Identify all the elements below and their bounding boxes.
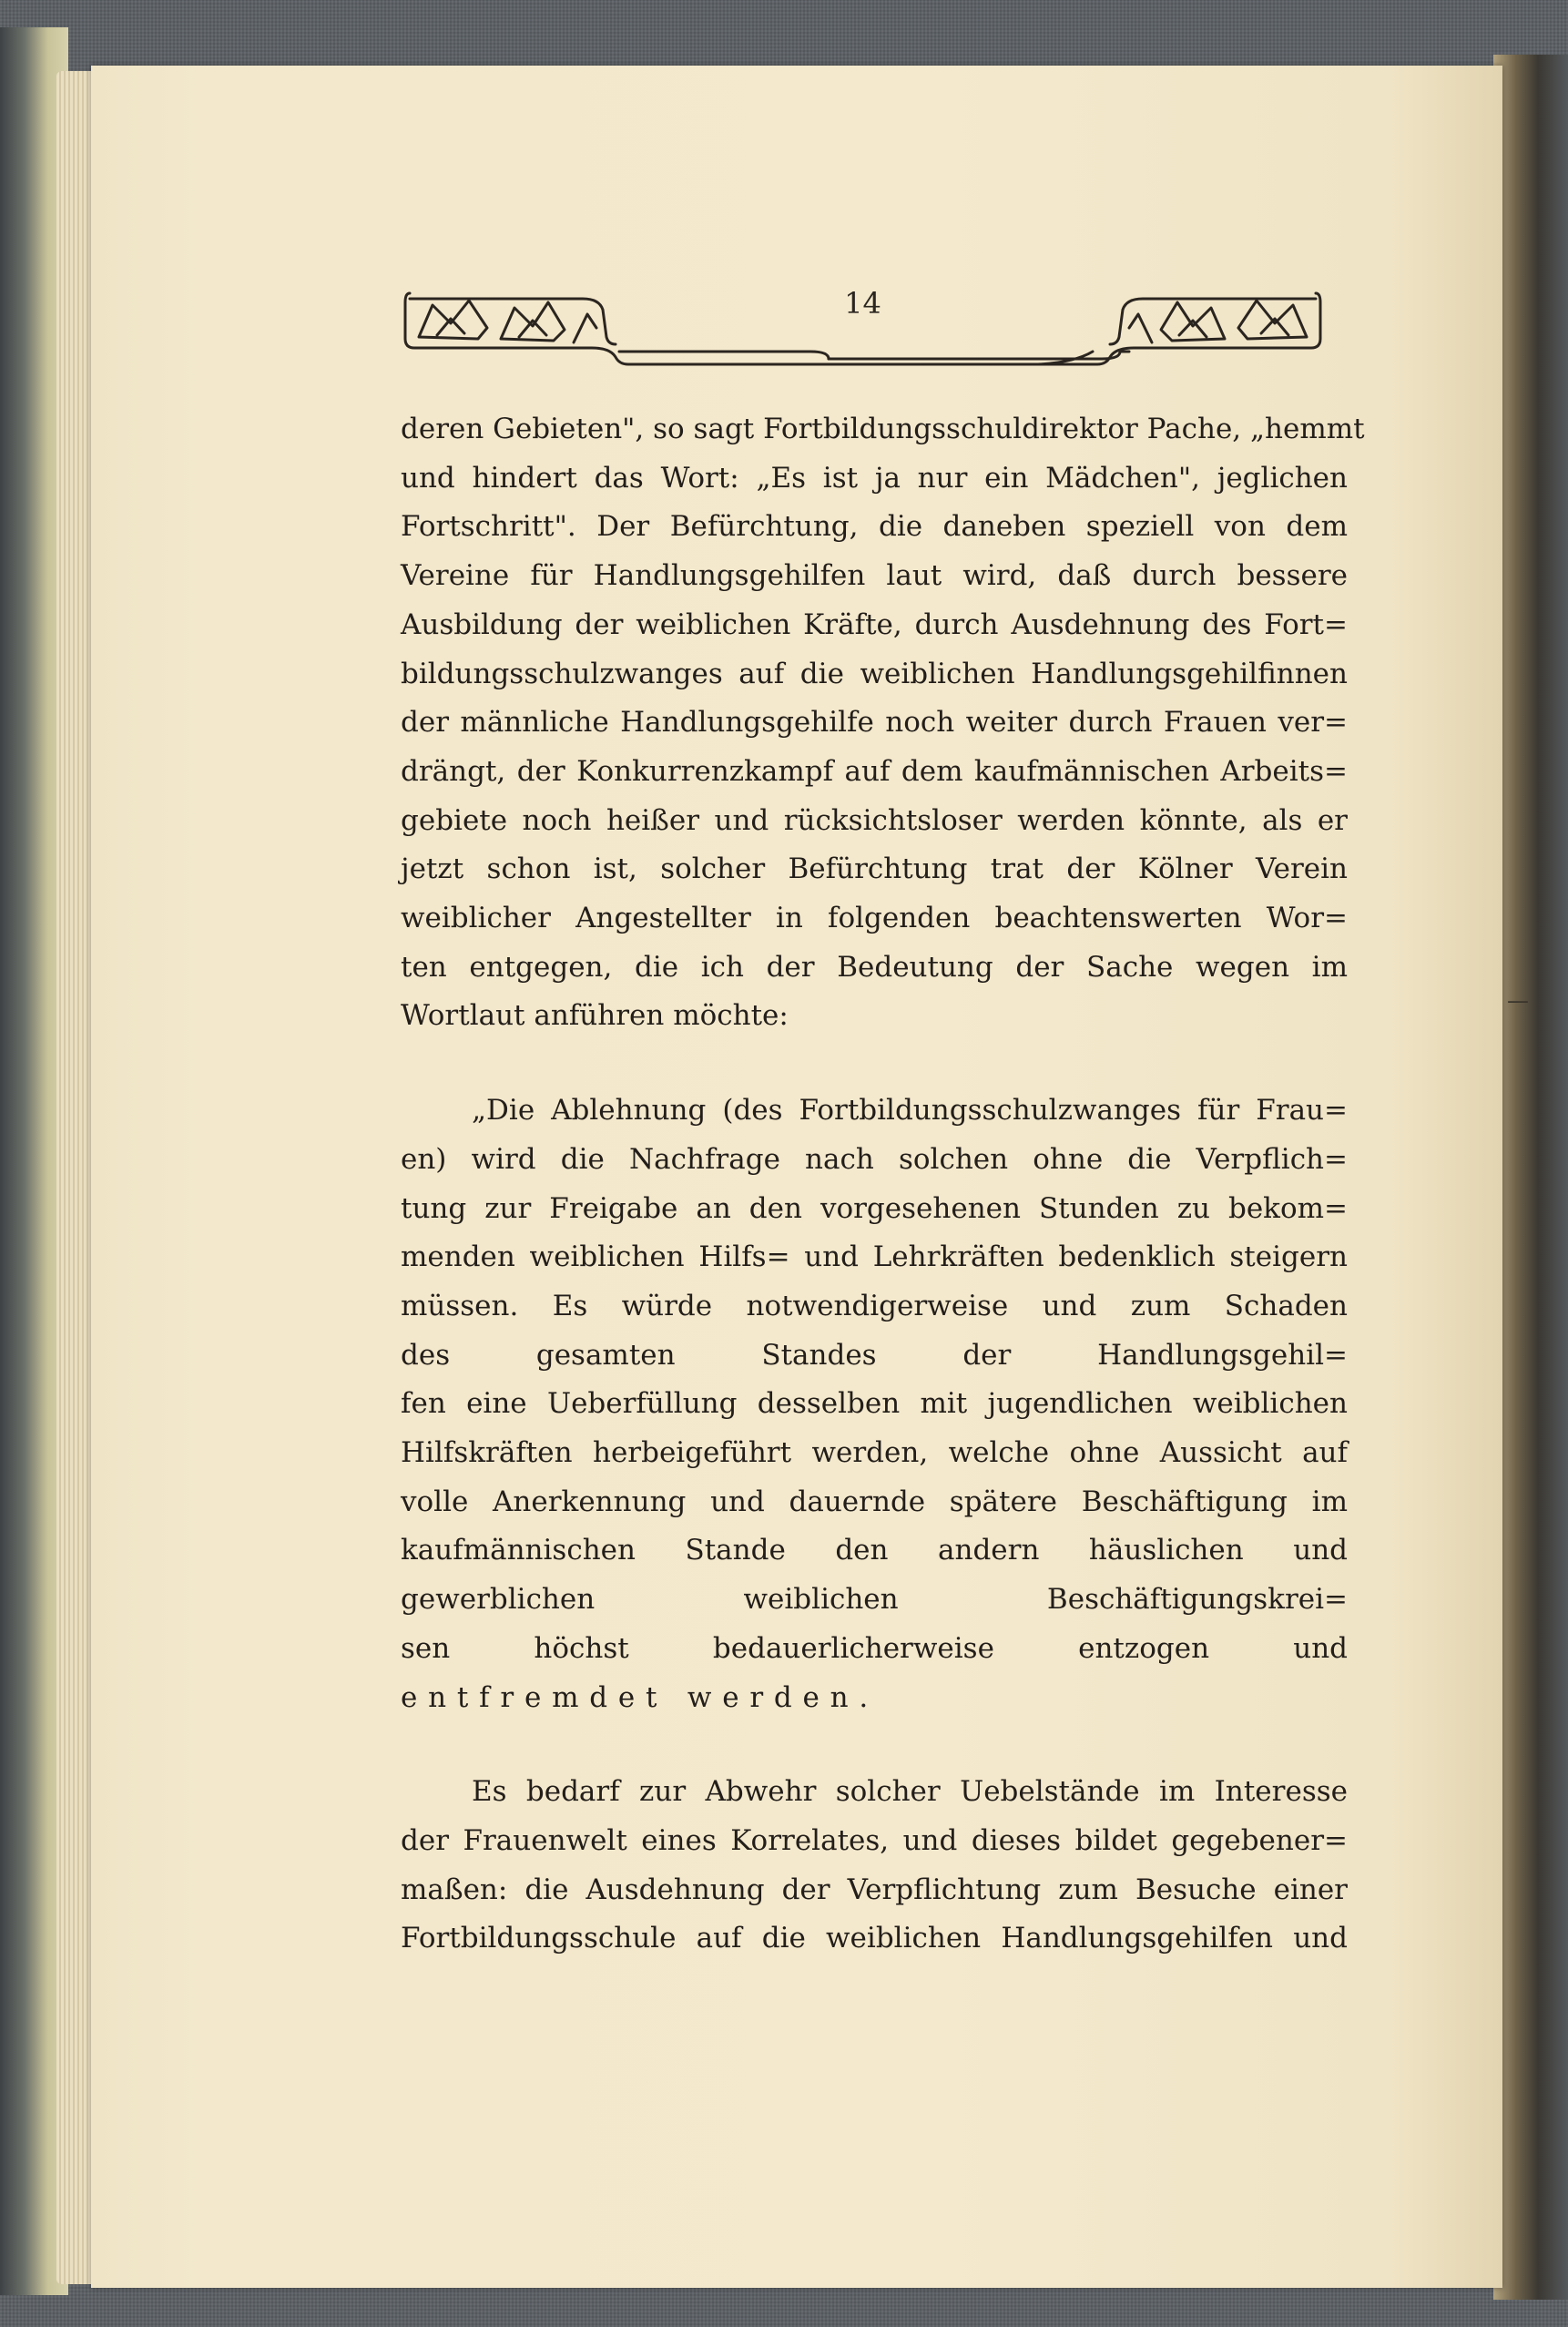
- text-line: Es bedarf zur Abwehr solcher Uebelstände im Interesse: [472, 1775, 1348, 1809]
- text-line: entfremdet werden.: [401, 1680, 880, 1714]
- text-line: tung zur Freigabe an den vorgesehenen Stunden zu bekom=: [401, 1191, 1348, 1225]
- text-line: Ausbildung der weiblichen Kräfte, durch Ausdehnung des Fort=: [401, 607, 1348, 641]
- text-line: Fortschritt". Der Befürchtung, die daneben speziell von dem: [401, 510, 1348, 544]
- text-line: Vereine für Handlungsgehilfen laut wird, daß durch bessere: [401, 559, 1348, 593]
- text-line: weiblicher Angestellter in folgenden beachtenswerten Wor=: [401, 902, 1348, 935]
- text-line: ten entgegen, die ich der Bedeutung der Sache wegen im: [401, 950, 1348, 984]
- text-line: menden weiblichen Hilfs= und Lehrkräften bedenklich steigern: [401, 1240, 1348, 1274]
- text-line: kaufmännischen Stande den andern häuslichen und: [401, 1534, 1348, 1567]
- body-text: [401, 405, 1365, 1964]
- text-line: deren Gebieten", so sagt Fortbildungsschuldirektor Pache, „hemmt: [401, 413, 1365, 445]
- text-line: Hilfskräften herbeigeführt werden, welche ohne Aussicht auf: [401, 1436, 1348, 1470]
- text-line: jetzt schon ist, solcher Befürchtung trat der Kölner Verein: [401, 852, 1348, 886]
- page-number: 14: [844, 286, 881, 321]
- text-line: drängt, der Konkurrenzkampf auf dem kaufmännischen Arbeits=: [401, 754, 1348, 788]
- book-right-edge: [1493, 55, 1568, 2300]
- text-line: müssen. Es würde notwendigerweise und zum Schaden: [401, 1289, 1348, 1322]
- paragraph-3: [401, 1768, 1348, 1964]
- paragraph-1: [401, 405, 1365, 1041]
- paragraph-gap: [401, 1722, 1348, 1768]
- text-line: fen eine Ueberfüllung desselben mit jugendlichen weiblichen: [401, 1387, 1348, 1421]
- paragraph-gap: [401, 1041, 1348, 1087]
- text-line: Wortlaut anführen möchte:: [401, 999, 789, 1033]
- text-line: der männliche Handlungsgehilfe noch weiter durch Frauen ver=: [401, 706, 1348, 740]
- text-line: sen höchst bedauerlicherweise entzogen und: [401, 1631, 1348, 1665]
- text-line: maßen: die Ausdehnung der Verpflichtung zum Besuche einer: [401, 1873, 1348, 1906]
- text-line: des gesamten Standes der Handlungsgehil=: [401, 1338, 1348, 1372]
- text-line: gewerblichen weiblichen Beschäftigungskrei=: [401, 1583, 1348, 1617]
- margin-mark: —: [1507, 988, 1529, 1014]
- paragraph-2-quote: [401, 1087, 1348, 1722]
- text-line: bildungsschulzwanges auf die weiblichen Handlungsgehilfinnen: [401, 657, 1348, 690]
- text-line: Fortbildungsschule auf die weiblichen Handlungsgehilfen und: [401, 1922, 1348, 1955]
- text-line: en) wird die Nachfrage nach solchen ohne die Verpflich=: [401, 1142, 1348, 1176]
- text-line: gebiete noch heißer und rücksichtsloser werden könnte, als er: [401, 803, 1348, 837]
- text-line: der Frauenwelt eines Korrelates, und dieses bildet gegebener=: [401, 1823, 1348, 1857]
- page-header-ornament: [401, 273, 1325, 373]
- text-line: und hindert das Wort: „Es ist ja nur ein Mädchen", jeglichen: [401, 461, 1348, 495]
- text-line: volle Anerkennung und dauernde spätere Beschäftigung im: [401, 1485, 1348, 1518]
- text-line: „Die Ablehnung (des Fortbildungsschulzwanges für Frau=: [472, 1094, 1348, 1128]
